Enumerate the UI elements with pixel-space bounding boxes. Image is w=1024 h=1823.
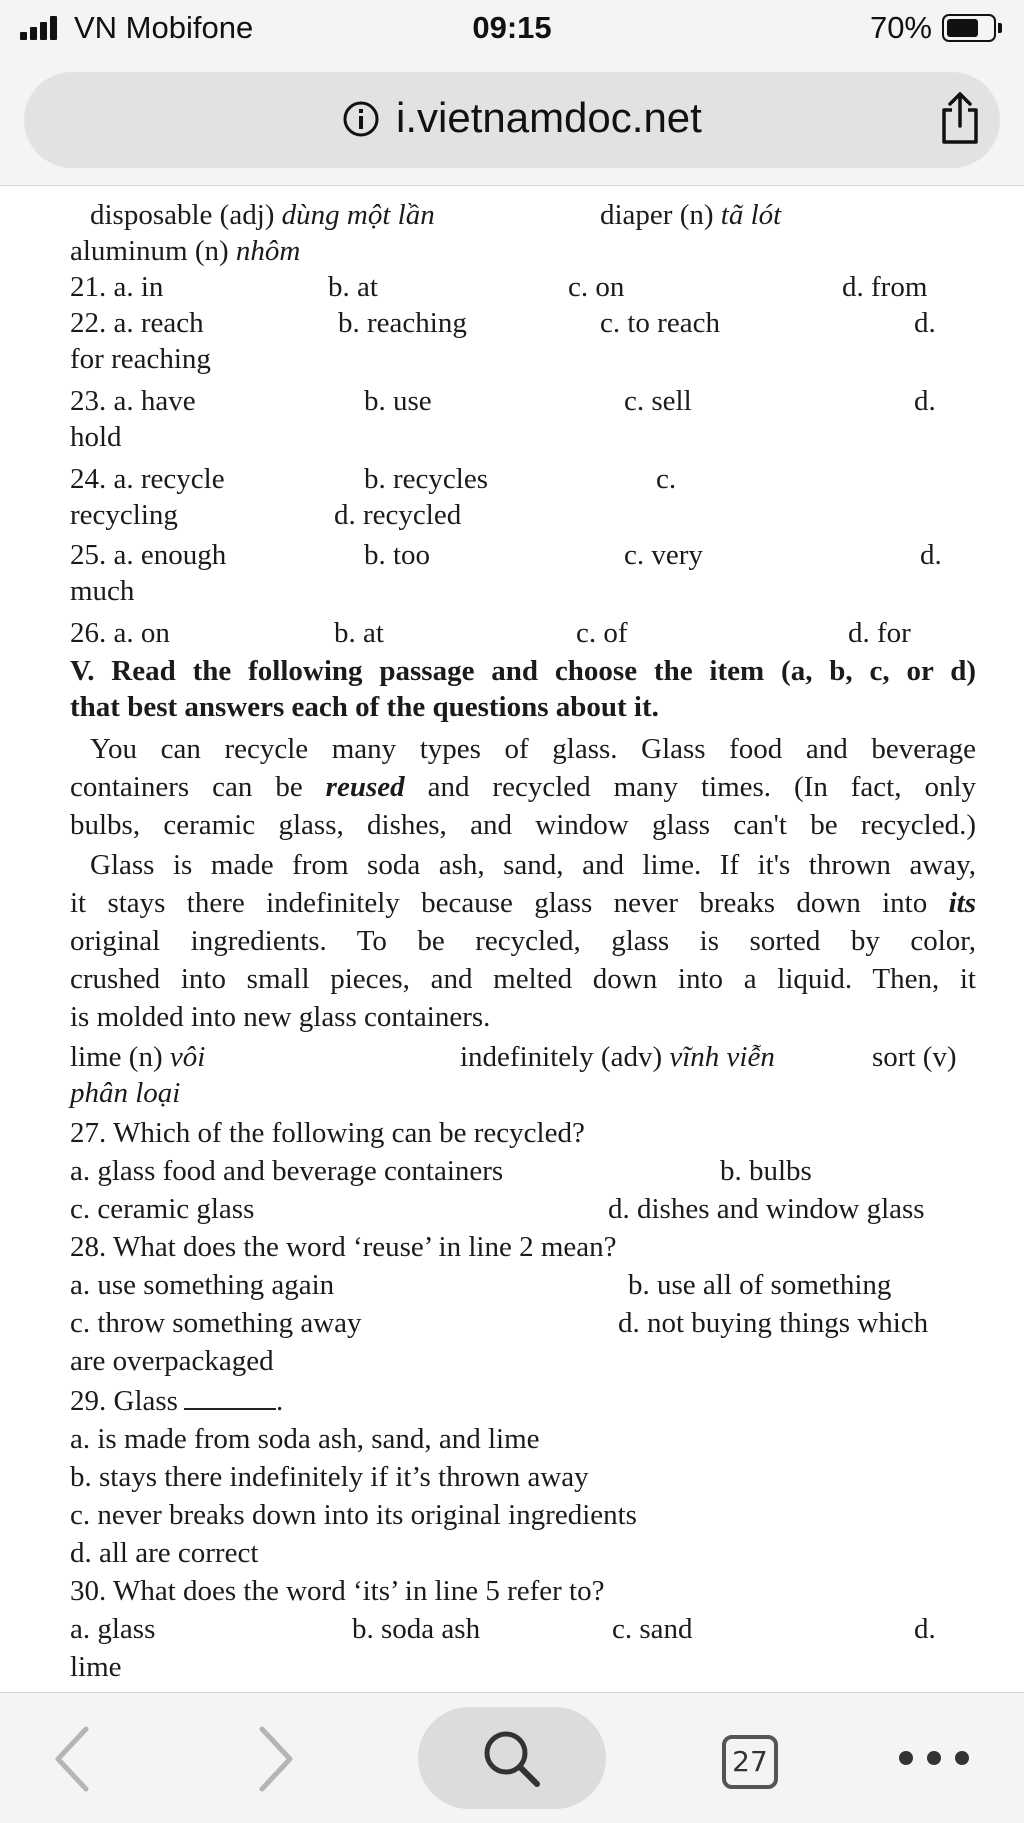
- q22-option-b: b. reaching: [338, 307, 467, 339]
- search-icon: [480, 1727, 544, 1791]
- vocab-diaper: diaper (n) tã lót: [600, 199, 782, 231]
- q23-option-c: c. sell: [624, 385, 692, 417]
- vocab-sort-meaning: phân loại: [70, 1077, 181, 1109]
- tabs-icon[interactable]: 27: [722, 1735, 778, 1789]
- q29-option-c: c. never breaks down into its original ingredients: [70, 1499, 637, 1531]
- passage-line: original ingredients. To be recycled, glass is sorted by color,: [70, 925, 976, 957]
- q25-option-c: c. very: [624, 539, 703, 571]
- q30-option-c: c. sand: [612, 1613, 693, 1645]
- q24-option-c: c.: [656, 463, 677, 495]
- q29-option-b: b. stays there indefinitely if it’s thrown away: [70, 1461, 589, 1493]
- passage-line: is molded into new glass containers.: [70, 1001, 491, 1033]
- section-v-heading: V. Read the following passage and choose the item (a, b, c, or d): [70, 655, 976, 687]
- q28-option-a: a. use something again: [70, 1269, 335, 1301]
- document-page: [0, 187, 1024, 1692]
- share-icon[interactable]: [938, 90, 982, 146]
- battery-percent: 70%: [869, 10, 932, 45]
- q28-option-c: c. throw something away: [70, 1307, 362, 1339]
- q30-stem: 30. What does the word ‘its’ in line 5 refer to?: [70, 1575, 605, 1607]
- q28-stem: 28. What does the word ‘reuse’ in line 2 mean?: [70, 1231, 617, 1263]
- passage-line: crushed into small pieces, and melted down into a liquid. Then, it: [70, 963, 976, 995]
- q25-option-d-text: much: [70, 575, 135, 607]
- q23-option-d-text: hold: [70, 421, 122, 453]
- q30-option-b: b. soda ash: [352, 1613, 481, 1645]
- q22-option-d-text: for reaching: [70, 343, 211, 375]
- browser-header: [0, 58, 1024, 186]
- q27-option-b: b. bulbs: [720, 1155, 812, 1187]
- url-text[interactable]: i.vietnamdoc.net: [396, 94, 702, 141]
- battery-icon: [942, 14, 996, 42]
- q27-option-a: a. glass food and beverage containers: [70, 1155, 504, 1187]
- back-icon[interactable]: [48, 1723, 96, 1795]
- passage-line: Glass is made from soda ash, sand, and lime. If it's thrown away,: [90, 849, 976, 881]
- q22-option-d: d.: [914, 307, 936, 339]
- q29-stem: 29. Glass .: [70, 1385, 284, 1417]
- q28-option-b: b. use all of something: [628, 1269, 892, 1301]
- q29-option-d: d. all are correct: [70, 1537, 259, 1569]
- vocab-sort: sort (v): [872, 1041, 957, 1073]
- q23-option-b: b. use: [364, 385, 432, 417]
- answer-blank: [184, 1384, 276, 1410]
- q26-option-d: d. for: [848, 617, 911, 649]
- q25-option-b: b. too: [364, 539, 431, 571]
- info-icon[interactable]: [342, 100, 380, 138]
- q27-option-c: c. ceramic glass: [70, 1193, 255, 1225]
- q28-option-d: d. not buying things which: [618, 1307, 929, 1339]
- section-v-heading-cont: that best answers each of the questions about it.: [70, 691, 659, 723]
- q30-option-d: d.: [914, 1613, 936, 1645]
- q24-option-b: b. recycles: [364, 463, 488, 495]
- address-bar[interactable]: [24, 72, 1000, 168]
- q27-option-d: d. dishes and window glass: [608, 1193, 925, 1225]
- q23-option-d: d.: [914, 385, 936, 417]
- passage-line: it stays there indefinitely because glass never breaks down into its: [70, 887, 976, 919]
- q22-option-a: 22. a. reach: [70, 307, 204, 339]
- q23-option-a: 23. a. have: [70, 385, 196, 417]
- q21-option-b: b. at: [328, 271, 378, 303]
- q29-option-a: a. is made from soda ash, sand, and lime: [70, 1423, 540, 1455]
- q28-option-d-text: are overpackaged: [70, 1345, 274, 1377]
- vocab-disposable: disposable (adj) dùng một lần: [90, 199, 435, 231]
- q26-option-b: b. at: [334, 617, 384, 649]
- status-bar: [0, 0, 1024, 58]
- q24-option-d: d. recycled: [334, 499, 462, 531]
- q25-option-a: 25. a. enough: [70, 539, 227, 571]
- q21-option-d: d. from: [842, 271, 928, 303]
- q30-option-a: a. glass: [70, 1613, 156, 1645]
- passage-line: You can recycle many types of glass. Glass food and beverage: [90, 733, 976, 765]
- q30-option-d-text: lime: [70, 1651, 122, 1683]
- q27-stem: 27. Which of the following can be recycled?: [70, 1117, 585, 1149]
- carrier-name: VN Mobifone: [74, 10, 254, 45]
- passage-line: bulbs, ceramic glass, dishes, and window glass can't be recycled.): [70, 809, 976, 841]
- clock: 09:15: [472, 10, 552, 45]
- q21-option-c: c. on: [568, 271, 625, 303]
- q26-option-a: 26. a. on: [70, 617, 170, 649]
- vocab-indefinitely: indefinitely (adv) vĩnh viễn: [460, 1041, 775, 1073]
- vocab-lime: lime (n) vôi: [70, 1041, 206, 1073]
- search-button[interactable]: [418, 1707, 606, 1809]
- forward-icon[interactable]: [252, 1723, 300, 1795]
- more-icon[interactable]: [894, 1743, 974, 1773]
- q25-option-d: d.: [920, 539, 942, 571]
- passage-line: containers can be reused and recycled many times. (In fact, only: [70, 771, 976, 803]
- q26-option-c: c. of: [576, 617, 628, 649]
- vocab-aluminum: aluminum (n) nhôm: [70, 235, 301, 267]
- q22-option-c: c. to reach: [600, 307, 720, 339]
- q24-option-c-text: recycling: [70, 499, 178, 531]
- q24-option-a: 24. a. recycle: [70, 463, 225, 495]
- browser-toolbar: [0, 1692, 1024, 1823]
- q21-option-a: 21. a. in: [70, 271, 164, 303]
